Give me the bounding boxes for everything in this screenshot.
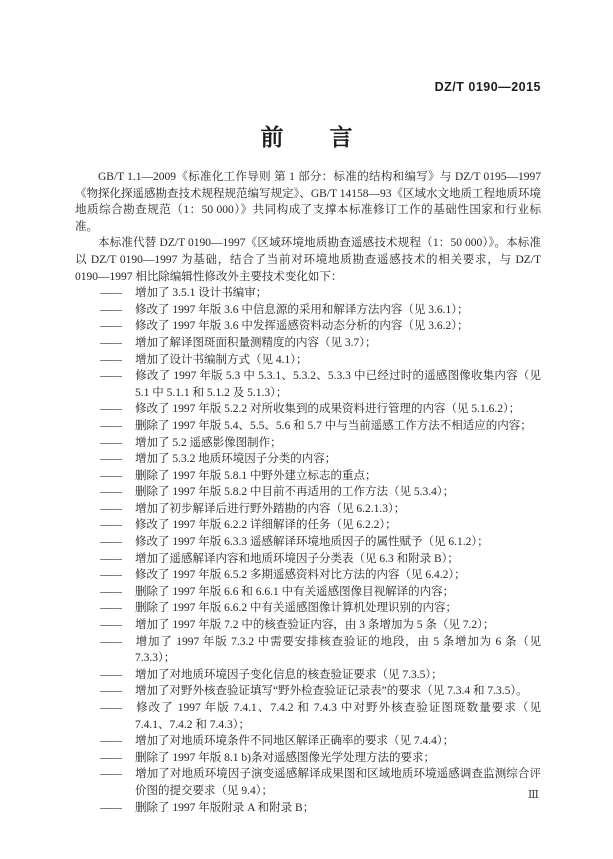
change-item	[75, 501, 541, 518]
change-item	[75, 800, 541, 817]
dash-prefix: ——	[100, 801, 121, 814]
change-text: 修改了 1997 年版 6.2.2 详细解译的任务（见 6.2.2）；	[135, 519, 397, 532]
change-text: 修改了 1997 年版 6.5.2 多期遥感资料对比方法的内容（见 6.4.2）；	[135, 569, 466, 582]
change-text: 删除了 1997 年版 6.6 和 6.6.1 中有关遥感图像目视解译的内容；	[135, 585, 455, 598]
change-text: 增加了 1997 年版 7.3.2 中需要安排核查验证的地段，由 5 条增加为 6 条（见 7.3.3）；	[135, 635, 541, 665]
change-item	[75, 517, 541, 534]
dash-prefix: ——	[100, 536, 121, 549]
change-item	[75, 534, 541, 551]
change-item	[75, 700, 541, 733]
change-text: 增加了 5.3.2 地质环境因子分类的内容；	[135, 453, 337, 466]
dash-prefix: ——	[100, 619, 121, 632]
change-item	[75, 418, 541, 435]
page-title: 前言	[260, 125, 399, 150]
change-item	[75, 302, 541, 319]
dash-prefix: ——	[100, 486, 121, 499]
dash-prefix: ——	[100, 336, 121, 349]
dash-prefix: ——	[100, 602, 121, 615]
change-item	[75, 683, 541, 700]
change-item	[75, 667, 541, 684]
foreword-body	[75, 169, 541, 816]
dash-prefix: ——	[100, 469, 121, 482]
change-item	[75, 551, 541, 568]
page-header	[75, 78, 541, 96]
change-text: 增加了 3.5.1 设计书编审；	[135, 287, 268, 300]
change-text: 增加了对野外核查验证填写“野外检查验证记录表”的要求（见 7.3.4 和 7.3.5）。	[135, 685, 528, 698]
change-item	[75, 335, 541, 352]
change-text: 增加了对地质环境条件不同地区解译正确率的要求（见 7.4.4）；	[135, 735, 455, 748]
dash-prefix: ——	[100, 419, 121, 432]
dash-prefix: ——	[100, 287, 121, 300]
dash-prefix: ——	[100, 735, 121, 748]
dash-prefix: ——	[100, 585, 121, 598]
change-text: 删除了 1997 年版附录 A 和附录 B；	[135, 801, 315, 814]
change-text: 删除了 1997 年版 6.6.2 中有关遥感图像计算机处理识别的内容；	[135, 602, 457, 615]
standard-code: DZ/T 0190—2015	[434, 80, 541, 94]
change-list	[75, 285, 541, 816]
change-text: 增加了设计书编制方式（见 4.1）；	[135, 353, 308, 366]
dash-prefix: ——	[100, 668, 121, 681]
dash-prefix: ——	[100, 453, 121, 466]
dash-prefix: ——	[100, 768, 121, 781]
dash-prefix: ——	[100, 303, 121, 316]
change-text: 删除了 1997 年版 5.8.1 中野外建立标志的重点；	[135, 469, 377, 482]
paragraph: 本标准代替 DZ/T 0190—1997《区域环境地质勘查遥感技术规程（1：50 000）》。本标准以 DZ/T 0190—1997 为基础，结合了当前对环境地质勘查遥感技术的相关要求，与 DZ/T 0190—1997 相比除编辑性修改外主要技术变化如下：	[75, 237, 541, 283]
dash-prefix: ——	[100, 436, 121, 449]
dash-prefix: ——	[100, 552, 121, 565]
change-text: 增加了解译图斑面积量测精度的内容（见 3.7）；	[135, 336, 377, 349]
change-text: 修改了 1997 年版 5.3 中 5.3.1、5.3.2、5.3.3 中已经过时的遥感图像收集内容（见 5.1 中 5.1.1 和 5.1.2 及 5.1.3）；	[135, 370, 541, 399]
change-text: 增加了遥感解译内容和地质环境因子分类表（见 6.3 和附录 B）；	[135, 552, 459, 565]
dash-prefix: ——	[100, 685, 121, 698]
change-item	[75, 435, 541, 452]
dash-prefix: ——	[100, 403, 121, 416]
paragraph: GB/T 1.1—2009《标准化工作导则 第 1 部分：标准的结构和编写》与 DZ/T 0195—1997《物探化探遥感勘查技术规程规范编写规定》、GB/T 14158—93《区域水文地质工程地质环境地质综合勘查规范（1：50 000）》共同构成了支撑本标准修订工作的基础性国家和行业标准。	[75, 171, 541, 233]
change-text: 增加了 5.2 遥感影像图制作；	[135, 436, 282, 449]
dash-prefix: ——	[100, 320, 121, 333]
page-number: Ⅲ	[527, 789, 540, 801]
change-text: 增加了对地质环境因子演变遥感解译成果图和区域地质环境遥感调查监测综合评价图的提交要求（见 9.4）；	[135, 768, 541, 797]
change-item	[75, 634, 541, 667]
change-item	[75, 617, 541, 634]
change-item	[75, 368, 541, 401]
change-text: 修改了 1997 年版 7.4.1、7.4.2 和 7.4.3 中对野外核查验证图斑数量要求（见 7.4.1、7.4.2 和 7.4.3）；	[135, 702, 541, 731]
change-text: 删除了 1997 年版 5.8.2 中目前不再适用的工作方法（见 5.3.4）；	[135, 486, 455, 499]
change-text: 删除了 1997 年版 5.4、5.5、5.6 和 5.7 中与当前遥感工作方法不相适应的内容；	[135, 419, 532, 432]
change-item	[75, 584, 541, 601]
dash-prefix: ——	[100, 519, 121, 532]
change-text: 修改了 1997 年版 5.2.2 对所收集到的成果资料进行管理的内容（见 5.1.6.2）；	[135, 403, 521, 416]
dash-prefix: ——	[100, 370, 121, 383]
paragraph-list	[75, 169, 541, 285]
change-item	[75, 484, 541, 501]
change-item	[75, 451, 541, 468]
change-item	[75, 468, 541, 485]
change-text: 增加了 1997 年版 7.2 中的核查验证内容，由 3 条增加为 5 条（见 7.2）；	[135, 619, 495, 632]
change-text: 修改了 1997 年版 3.6 中发挥遥感资料动态分析的内容（见 3.6.2）；	[135, 320, 469, 333]
dash-prefix: ——	[100, 353, 121, 366]
change-text: 增加了对地质环境因子变化信息的核查验证要求（见 7.3.5）；	[135, 668, 443, 681]
change-item	[75, 766, 541, 799]
change-text: 修改了 1997 年版 6.3.3 遥感解译环境地质因子的属性赋予（见 6.1.2）；	[135, 536, 489, 549]
change-item	[75, 285, 541, 302]
change-item	[75, 401, 541, 418]
change-item	[75, 750, 541, 767]
change-item	[75, 600, 541, 617]
dash-prefix: ——	[100, 635, 121, 648]
dash-prefix: ——	[100, 702, 121, 714]
change-item	[75, 352, 541, 369]
change-text: 增加了初步解译后进行野外踏勘的内容（见 6.2.1.3）；	[135, 502, 406, 515]
change-text: 删除了 1997 年版 8.1 b)条对遥感图像光学处理方法的要求；	[135, 751, 435, 764]
dash-prefix: ——	[100, 569, 121, 582]
change-text: 修改了 1997 年版 3.6 中信息源的采用和解译方法内容（见 3.6.1）；	[135, 303, 469, 316]
change-item	[75, 318, 541, 335]
dash-prefix: ——	[100, 751, 121, 764]
change-item	[75, 733, 541, 750]
dash-prefix: ——	[100, 502, 121, 515]
change-item	[75, 567, 541, 584]
